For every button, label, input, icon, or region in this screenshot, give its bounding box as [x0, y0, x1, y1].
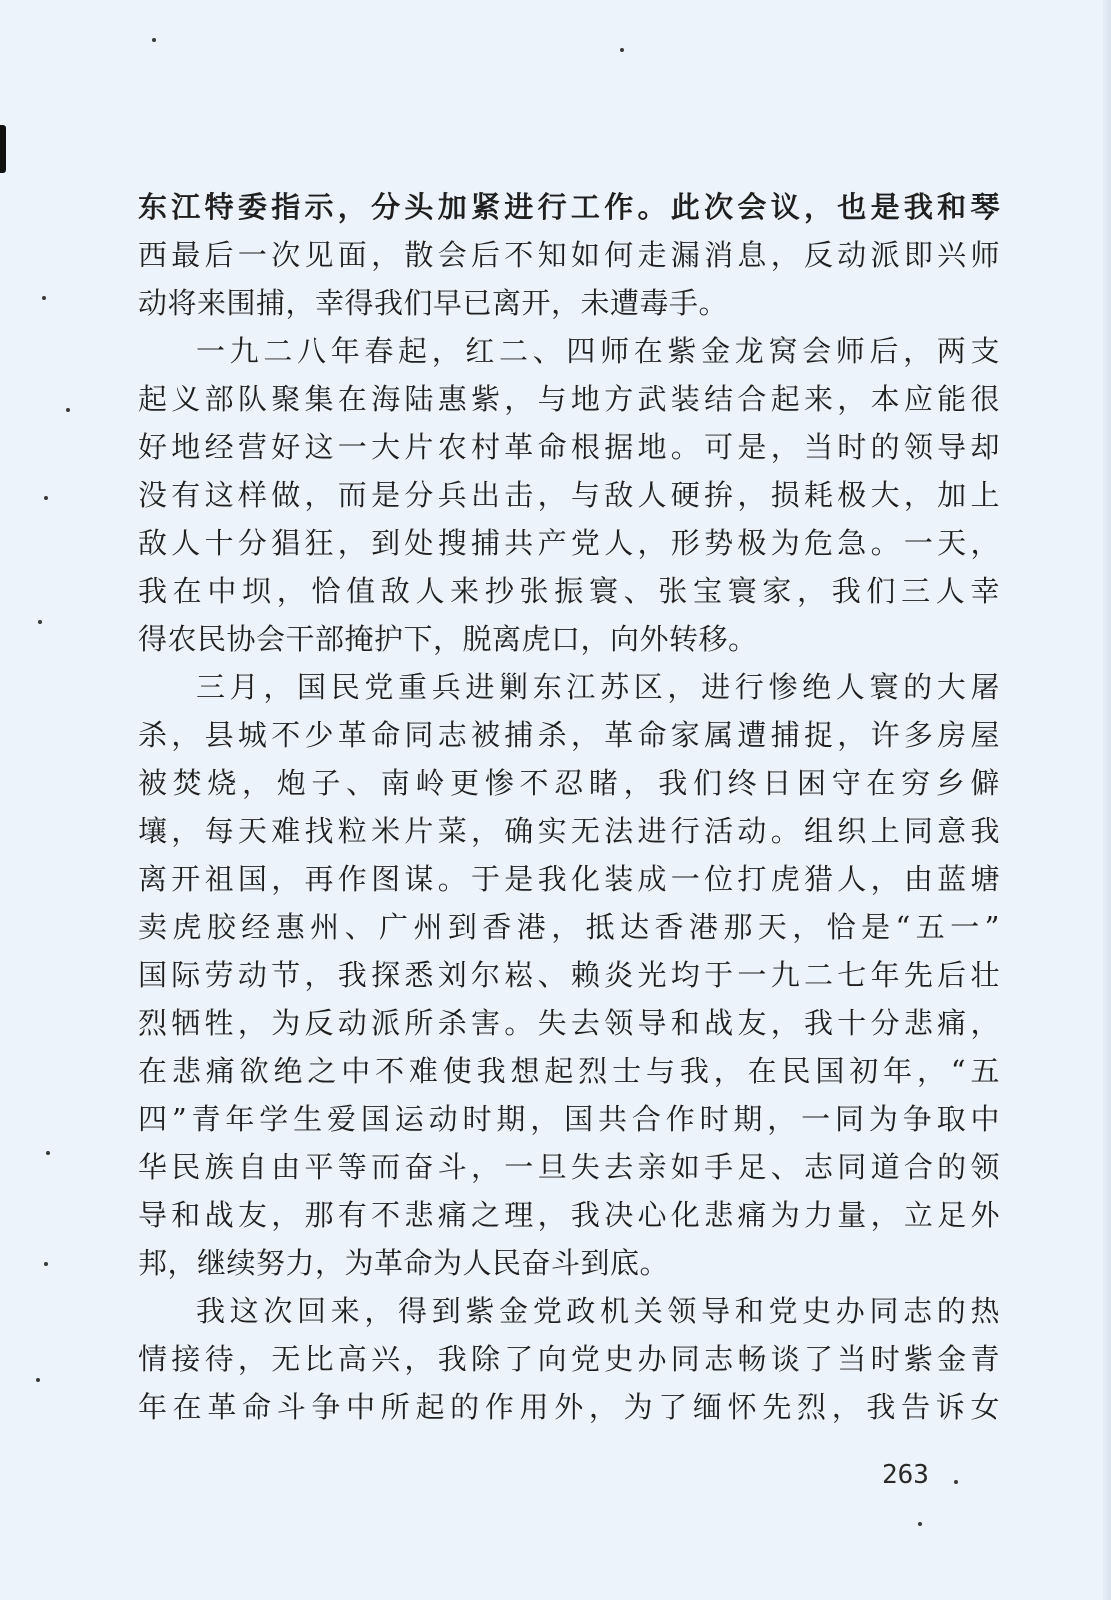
scan-speck [954, 1480, 958, 1484]
text-line: 在悲痛欲绝之中不难使我想起烈士与我，在民国初年，“五 [138, 1054, 1000, 1088]
text-line: 离开祖国，再作图谋。于是我化装成一位打虎猎人，由蓝塘 [138, 862, 1000, 896]
paragraph-2 [138, 327, 1000, 663]
text-line: 起义部队聚集在海陆惠紫，与地方武装结合起来，本应能很 [138, 382, 1000, 416]
text-line: 情接待，无比高兴，我除了向党史办同志畅谈了当时紫金青 [138, 1342, 1000, 1376]
text-line: 没有这样做，而是分兵出击，与敌人硬拚，损耗极大，加上 [138, 478, 1000, 512]
text-line: 国际劳动节，我探悉刘尔崧、赖炎光均于一九二七年先后壮 [138, 958, 1000, 992]
text-line: 华民族自由平等而奋斗，一旦失去亲如手足、志同道合的领 [138, 1150, 1000, 1184]
scan-speck [620, 48, 624, 52]
document-body [138, 183, 1000, 1431]
text-line: 被焚烧，炮子、南岭更惨不忍睹，我们终日困守在穷乡僻 [138, 766, 1000, 800]
scan-speck [42, 296, 46, 300]
scan-speck [44, 496, 48, 500]
text-line: 杀，县城不少革命同志被捕杀，革命家属遭捕捉，许多房屋 [138, 718, 1000, 752]
text-line: 敌人十分猖狂，到处搜捕共产党人，形势极为危急。一天， [138, 526, 1000, 560]
text-line: 烈牺牲，为反动派所杀害。失去领导和战友，我十分悲痛， [138, 1006, 1000, 1040]
scan-edge-shadow [1103, 0, 1111, 1600]
scan-speck [66, 408, 70, 412]
text-line: 我在中坝，恰值敌人来抄张振寰、张宝寰家，我们三人幸 [138, 574, 1000, 608]
paragraph-3 [138, 663, 1000, 1287]
text-line: 壤，每天难找粒米片菜，确实无法进行活动。组织上同意我 [138, 814, 1000, 848]
scan-speck [38, 620, 42, 624]
text-line: 四”青年学生爱国运动时期，国共合作时期，一同为争取中 [138, 1102, 1000, 1136]
scan-speck [152, 38, 156, 42]
paragraph-4 [138, 1287, 1000, 1431]
paragraph-1 [138, 183, 1000, 327]
scan-speck [918, 1522, 922, 1526]
text-line: 动将来围捕，幸得我们早已离开，未遭毒手。 [138, 286, 729, 320]
page-number: 263 [882, 1460, 929, 1490]
text-line: 得农民协会干部掩护下，脱离虎口，向外转移。 [138, 622, 758, 656]
binding-mark [0, 125, 6, 173]
text-line: 导和战友，那有不悲痛之理，我决心化悲痛为力量，立足外 [138, 1198, 1000, 1232]
scan-speck [44, 1262, 48, 1266]
text-line: 我这次回来，得到紫金党政机关领导和党史办同志的热 [196, 1294, 1000, 1328]
text-line: 一九二八年春起，红二、四师在紫金龙窝会师后，两支 [196, 334, 1000, 368]
text-line: 卖虎胶经惠州、广州到香港，抵达香港那天，恰是“五一” [138, 910, 1000, 944]
text-line: 好地经营好这一大片农村革命根据地。可是，当时的领导却 [138, 430, 1000, 464]
text-line: 东江特委指示，分头加紧进行工作。此次会议，也是我和琴 [138, 190, 1000, 224]
text-line: 三月，国民党重兵进剿东江苏区，进行惨绝人寰的大屠 [196, 670, 1000, 704]
scan-speck [46, 1151, 50, 1155]
text-line: 邦，继续努力，为革命为人民奋斗到底。 [138, 1246, 670, 1280]
scan-speck [36, 1378, 40, 1382]
text-line: 年在革命斗争中所起的作用外，为了缅怀先烈，我告诉女 [138, 1390, 1000, 1424]
text-line: 西最后一次见面，散会后不知如何走漏消息，反动派即兴师 [138, 238, 1000, 272]
